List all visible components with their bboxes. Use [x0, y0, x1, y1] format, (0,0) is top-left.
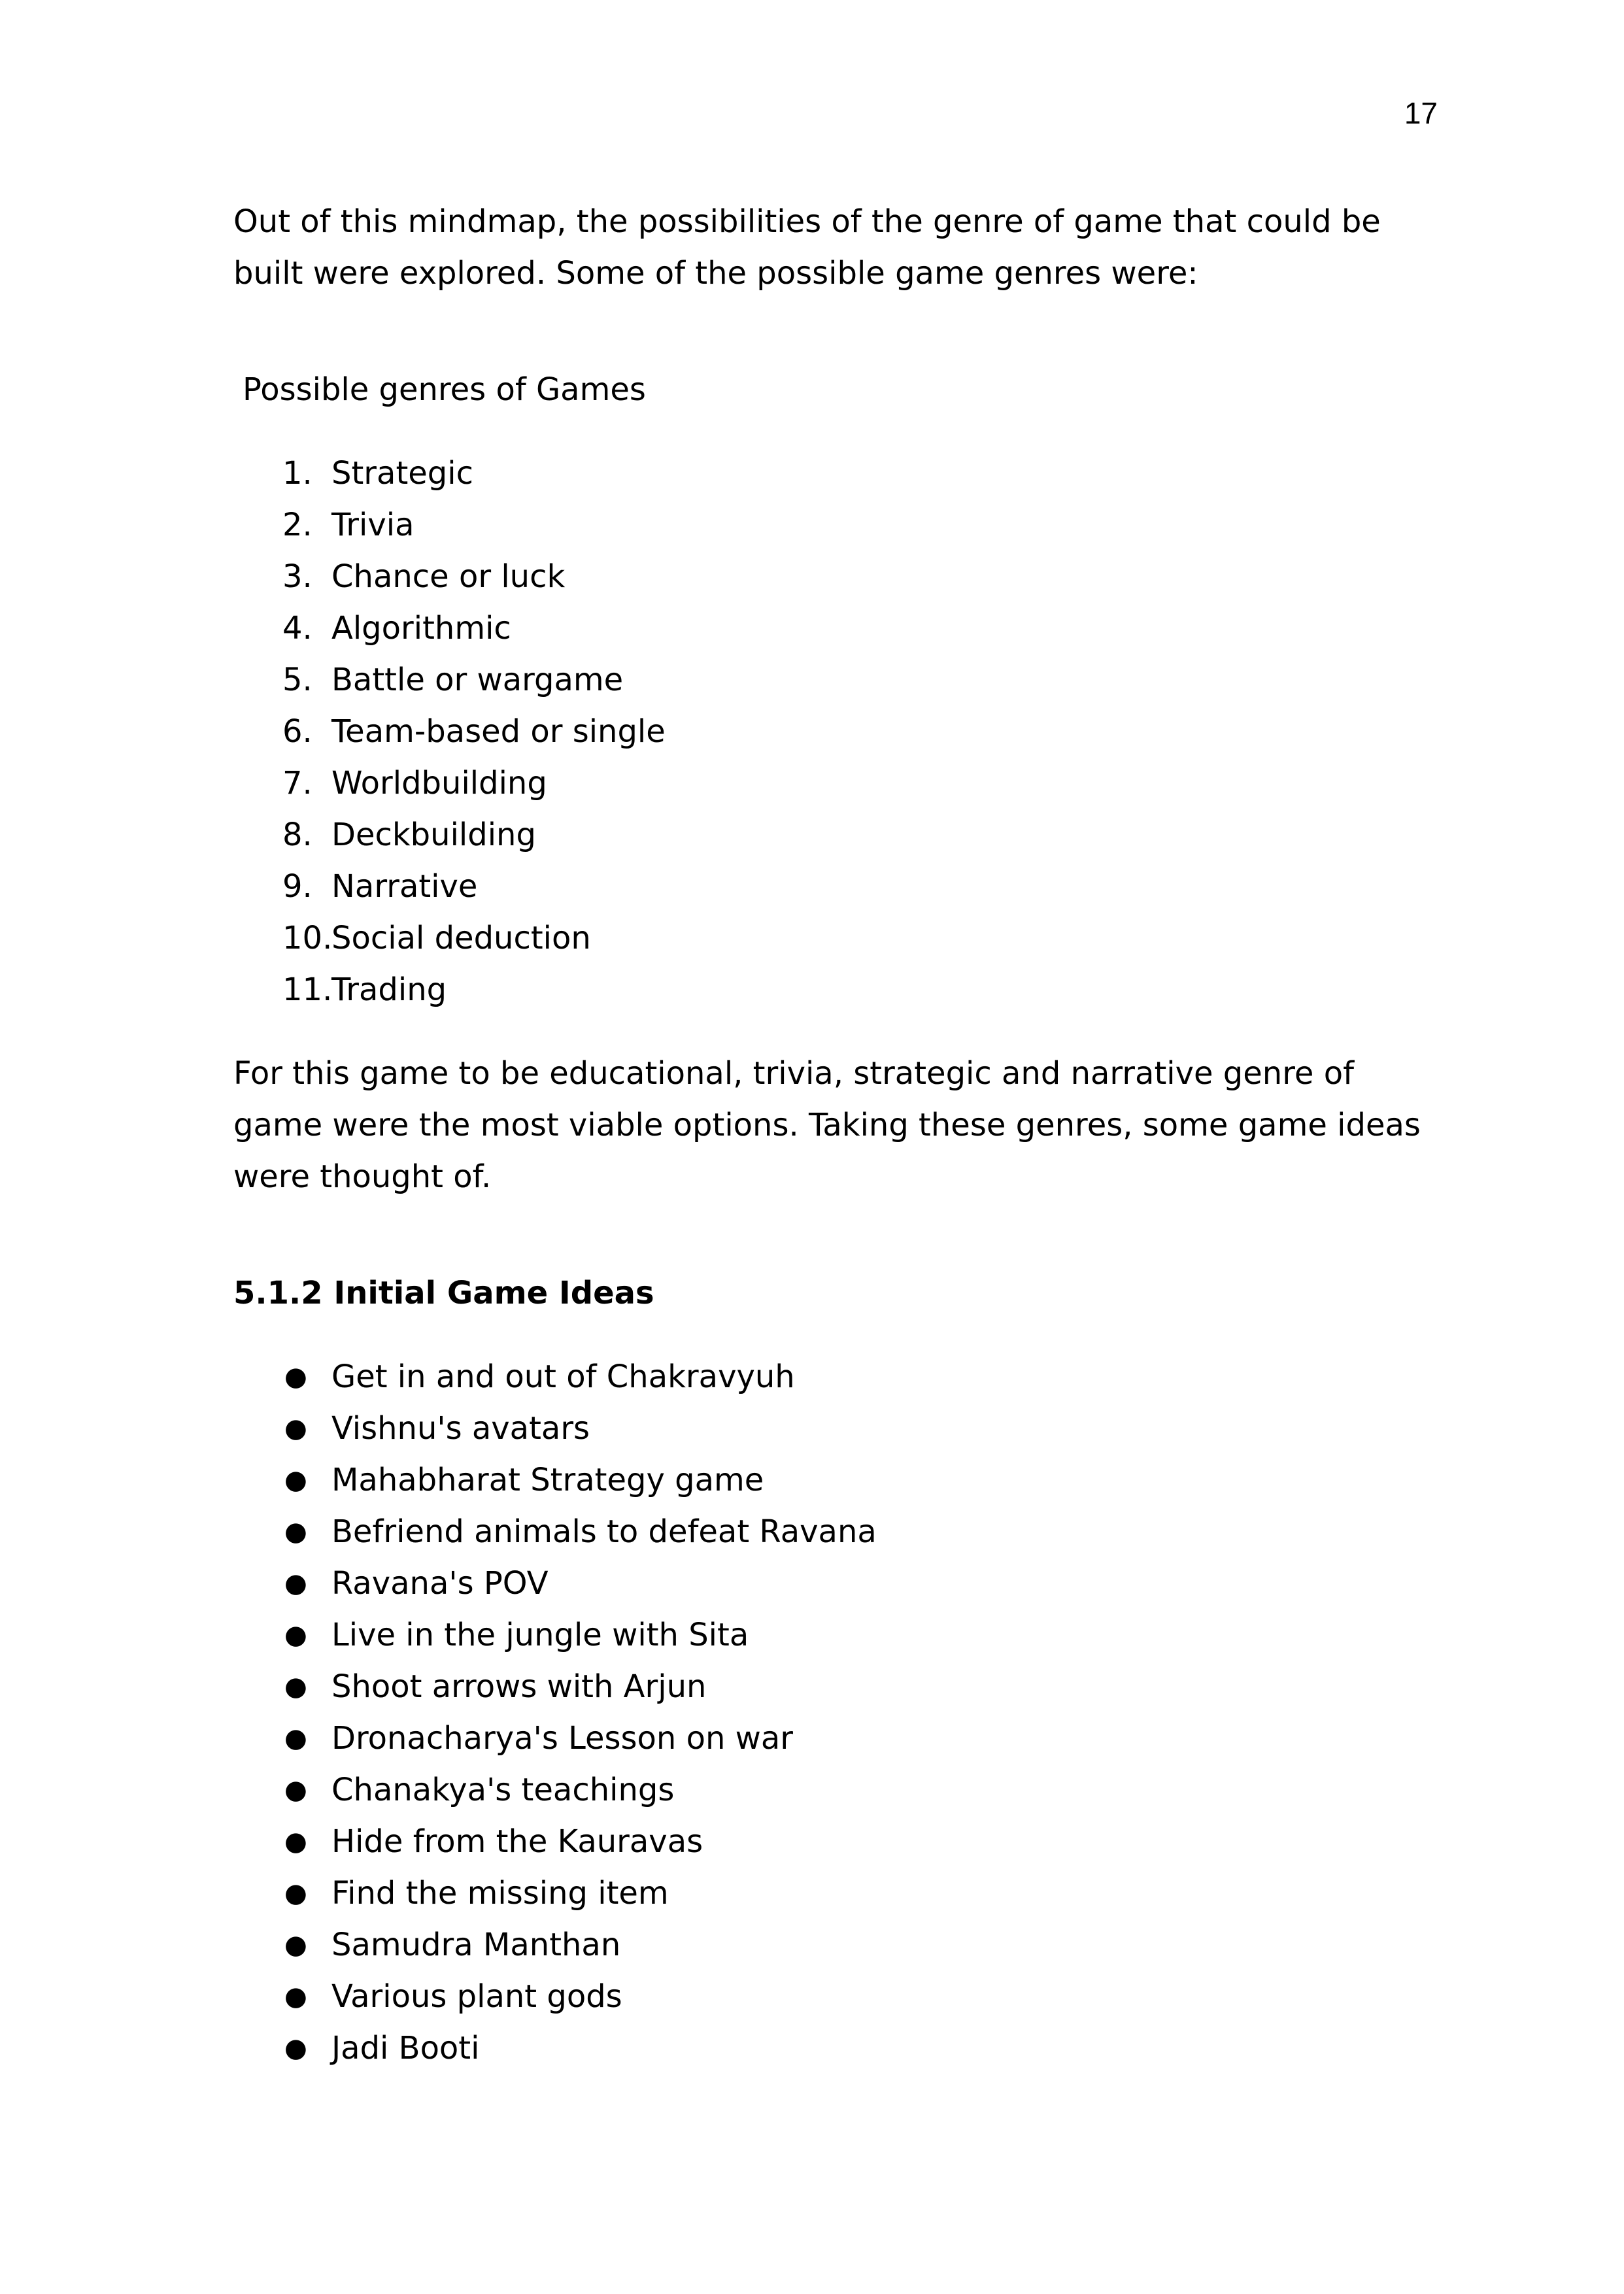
genre-item: [233, 499, 1430, 551]
genre-item: [233, 758, 1430, 809]
idea-label: Hide from the Kauravas: [331, 1823, 703, 1860]
list-number: 5.: [282, 662, 313, 698]
idea-item: [233, 1816, 1430, 1868]
idea-item: [233, 1764, 1430, 1816]
list-number: 9.: [282, 868, 313, 905]
idea-label: Shoot arrows with Arjun: [331, 1668, 707, 1705]
bullet-icon: ●: [284, 1672, 307, 1702]
intro-paragraph: Out of this mindmap, the possibilities of the genre of game that could be built were explored. Some of the possible game genres were:: [233, 203, 1381, 292]
idea-label: Befriend animals to defeat Ravana: [331, 1513, 877, 1550]
list-number: 3.: [282, 558, 313, 595]
genre-label: Strategic: [331, 455, 473, 492]
bullet-icon: ●: [284, 1827, 307, 1857]
bullet-icon: ●: [284, 1413, 307, 1443]
genres-list: [233, 448, 1430, 1016]
bullet-icon: ●: [284, 1362, 307, 1392]
bullet-icon: ●: [284, 1982, 307, 2012]
genre-label: Chance or luck: [331, 558, 566, 595]
genre-item: [233, 654, 1430, 706]
idea-item: [233, 1403, 1430, 1455]
genre-item: [233, 551, 1430, 603]
genre-label: Trivia: [331, 507, 414, 543]
genres-heading: Possible genres of Games: [243, 371, 646, 408]
bullet-icon: ●: [284, 1878, 307, 1908]
ideas-list: [233, 1351, 1430, 2074]
idea-label: Chanakya's teachings: [331, 1772, 675, 1808]
genre-label: Deckbuilding: [331, 817, 536, 853]
idea-item: [233, 1558, 1430, 1610]
genre-item: [233, 706, 1430, 758]
idea-item: [233, 2023, 1430, 2074]
idea-item: [233, 1455, 1430, 1506]
idea-item: [233, 1868, 1430, 1919]
page-number: 17: [1404, 96, 1438, 130]
genre-item: [233, 448, 1430, 499]
genre-item: [233, 603, 1430, 654]
bullet-icon: ●: [284, 1620, 307, 1650]
bullet-icon: ●: [284, 2033, 307, 2063]
list-number: 6.: [282, 713, 313, 750]
idea-label: Various plant gods: [331, 1978, 622, 2015]
idea-item: [233, 1661, 1430, 1713]
genre-label: Trading: [331, 971, 447, 1008]
idea-label: Live in the jungle with Sita: [331, 1617, 749, 1653]
idea-label: Vishnu's avatars: [331, 1410, 590, 1447]
list-number: 11.: [282, 971, 333, 1008]
list-number: 7.: [282, 765, 313, 801]
idea-item: [233, 1713, 1430, 1764]
idea-label: Get in and out of Chakravyuh: [331, 1358, 795, 1395]
bullet-icon: ●: [284, 1568, 307, 1598]
genre-label: Social deduction: [331, 920, 591, 956]
idea-item: [233, 1971, 1430, 2023]
genre-label: Algorithmic: [331, 610, 511, 647]
list-number: 4.: [282, 610, 313, 647]
genre-item: [233, 964, 1430, 1016]
idea-item: [233, 1610, 1430, 1661]
list-number: 10.: [282, 920, 333, 956]
idea-item: [233, 1506, 1430, 1558]
idea-item: [233, 1919, 1430, 1971]
bullet-icon: ●: [284, 1775, 307, 1805]
genre-label: Worldbuilding: [331, 765, 547, 801]
bullet-icon: ●: [284, 1517, 307, 1547]
idea-label: Jadi Booti: [331, 2030, 480, 2066]
bullet-icon: ●: [284, 1930, 307, 1960]
idea-label: Ravana's POV: [331, 1565, 549, 1602]
genre-label: Team-based or single: [331, 713, 666, 750]
idea-item: [233, 1351, 1430, 1403]
genre-item: [233, 809, 1430, 861]
idea-label: Samudra Manthan: [331, 1927, 621, 1963]
idea-label: Find the missing item: [331, 1875, 669, 1912]
list-number: 1.: [282, 455, 313, 492]
bullet-icon: ●: [284, 1723, 307, 1753]
idea-label: Mahabharat Strategy game: [331, 1462, 764, 1498]
genre-item: [233, 913, 1430, 964]
ideas-heading: 5.1.2 Initial Game Ideas: [233, 1275, 654, 1311]
bullet-icon: ●: [284, 1465, 307, 1495]
genre-label: Battle or wargame: [331, 662, 624, 698]
page-content: [233, 196, 1430, 2074]
list-number: 2.: [282, 507, 313, 543]
genre-label: Narrative: [331, 868, 478, 905]
viability-paragraph: For this game to be educational, trivia, strategic and narrative genre of game were the most viable options. Taking these genres, some game ideas were thought of.: [233, 1055, 1421, 1195]
idea-label: Dronacharya's Lesson on war: [331, 1720, 794, 1757]
list-number: 8.: [282, 817, 313, 853]
genre-item: [233, 861, 1430, 913]
